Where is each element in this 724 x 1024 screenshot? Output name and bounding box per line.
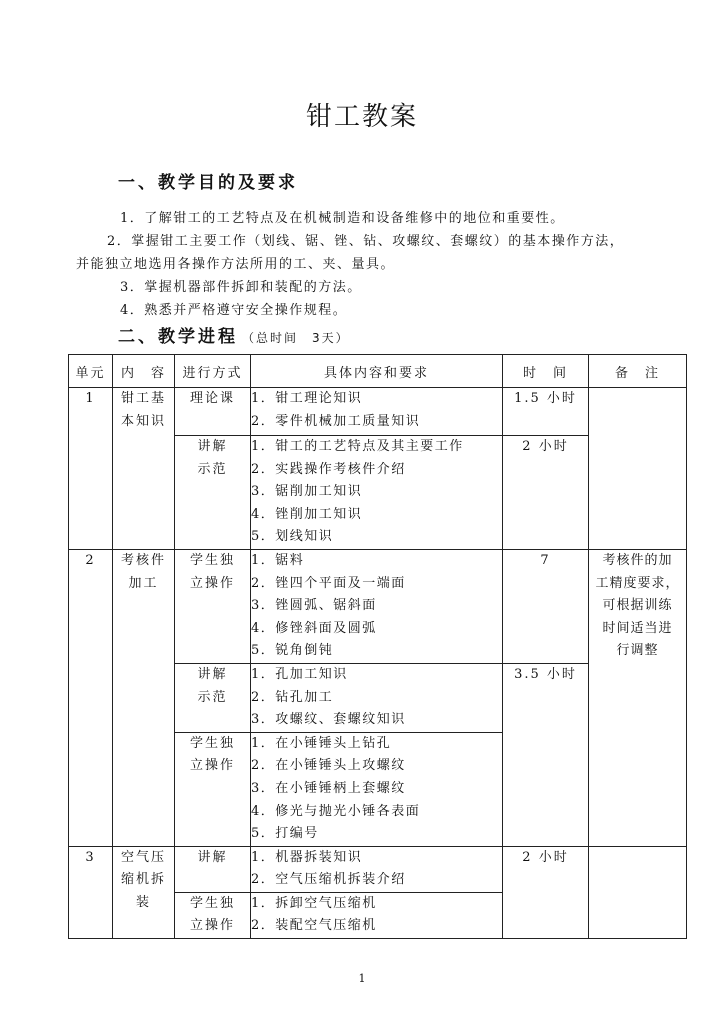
remark-line: 可根据训练 (602, 598, 673, 614)
method-cell (175, 549, 251, 663)
time-cell: 2 小时 (503, 846, 589, 938)
method-line: 示范 (197, 461, 228, 477)
header-remarks: 备 注 (589, 355, 687, 388)
unit-number: 1 (69, 388, 113, 550)
total-time-note: （总时间 3天） (242, 331, 350, 345)
time-cell: 7 (503, 549, 589, 663)
method-cell (175, 892, 251, 938)
unit-content-line: 缩机拆 (120, 872, 166, 888)
detail-item: 1．拆卸空气压缩机 (251, 895, 377, 911)
detail-item: 2．实践操作考核件介绍 (251, 461, 406, 477)
header-details: 具体内容和要求 (251, 355, 503, 388)
unit-number: 2 (69, 549, 113, 846)
detail-item: 1．孔加工知识 (251, 666, 348, 682)
method-line: 学生独 (189, 552, 235, 568)
details-cell (251, 846, 503, 892)
method-cell (175, 846, 251, 892)
section-heading-objectives: 一、教学目的及要求 (118, 173, 298, 193)
unit-content (113, 388, 175, 550)
header-time: 时 间 (503, 355, 589, 388)
remark-line: 行调整 (616, 643, 659, 659)
objective-item-4: 4．熟悉并严格遵守安全操作规程。 (120, 303, 348, 318)
method-cell (175, 732, 251, 846)
detail-item: 2．在小锤锤头上攻螺纹 (251, 758, 406, 774)
header-method: 进行方式 (175, 355, 251, 388)
detail-item: 2．装配空气压缩机 (251, 918, 377, 934)
detail-item: 3．在小锤锤柄上套螺纹 (251, 780, 406, 796)
detail-item: 2．零件机械加工质量知识 (251, 413, 421, 429)
details-cell (251, 549, 503, 663)
method-line: 示范 (197, 689, 228, 705)
section-heading-process-text: 二、教学进程 (118, 327, 238, 347)
unit-content (113, 846, 175, 938)
method-line: 学生独 (189, 735, 235, 751)
remarks-cell (589, 549, 687, 846)
unit-content-line: 空气压 (120, 849, 166, 865)
table-header-row (69, 355, 687, 388)
table-row (69, 549, 687, 663)
remark-line: 工精度要求， (595, 575, 680, 591)
method-line: 立操作 (189, 575, 235, 591)
time-cell: 1.5 小时 (503, 388, 589, 436)
method-line: 学生独 (189, 895, 235, 911)
details-cell (251, 436, 503, 550)
remark-line: 时间适当进 (602, 620, 673, 636)
details-cell (251, 663, 503, 732)
method-line: 立操作 (189, 758, 235, 774)
detail-item: 1．锯料 (251, 552, 305, 568)
header-unit: 单元 (69, 355, 113, 388)
detail-item: 3．锉圆弧、锯斜面 (251, 598, 377, 614)
unit-content-line: 考核件 (120, 552, 166, 568)
page-number: 1 (358, 972, 366, 985)
details-cell (251, 732, 503, 846)
remarks-cell (589, 846, 687, 938)
detail-item: 4．修锉斜面及圆弧 (251, 620, 377, 636)
details-cell (251, 388, 503, 436)
method-cell (175, 388, 251, 436)
detail-item: 2．钻孔加工 (251, 689, 334, 705)
detail-item: 1．钳工的工艺特点及其主要工作 (251, 439, 464, 454)
detail-item: 5．打编号 (251, 826, 319, 842)
remarks-cell (589, 388, 687, 550)
unit-content-line: 本知识 (120, 413, 166, 429)
detail-item: 1．钳工理论知识 (251, 391, 363, 406)
unit-content-line: 装 (135, 894, 151, 910)
unit-content (113, 549, 175, 846)
method-cell (175, 663, 251, 732)
detail-item: 2．锉四个平面及一端面 (251, 575, 406, 591)
method-cell (175, 436, 251, 550)
detail-item: 4．修光与抛光小锤各表面 (251, 803, 421, 819)
objective-item-3: 3．掌握机器部件拆卸和装配的方法。 (120, 280, 362, 295)
page-title: 钳工教案 (305, 102, 418, 132)
detail-item: 3．锯削加工知识 (251, 484, 363, 500)
detail-item: 5．划线知识 (251, 529, 334, 545)
objective-item-1: 1．了解钳工的工艺特点及在机械制造和设备维修中的地位和重要性。 (120, 211, 565, 226)
remark-line: 考核件的加 (602, 552, 673, 568)
section-heading-process (118, 322, 350, 347)
unit-number: 3 (69, 846, 113, 938)
detail-item: 1．在小锤锤头上钻孔 (251, 735, 392, 751)
unit-content-line: 钳工基 (120, 391, 166, 406)
detail-item: 4．锉削加工知识 (251, 506, 363, 522)
table-row (69, 388, 687, 436)
detail-item: 1．机器拆装知识 (251, 849, 363, 865)
objective-item-2: 2．掌握钳工主要工作（划线、锯、锉、钻、攻螺纹、套螺纹）的基本操作方法， (107, 234, 625, 249)
detail-item: 5．锐角倒钝 (251, 643, 334, 659)
detail-item: 2．空气压缩机拆装介绍 (251, 872, 406, 888)
teaching-plan-table (68, 354, 687, 939)
header-content: 内 容 (113, 355, 175, 388)
time-cell: 3.5 小时 (503, 663, 589, 846)
method-line: 讲解 (197, 849, 228, 865)
method-line: 讲解 (197, 666, 228, 682)
unit-content-line: 加工 (128, 575, 159, 591)
method-line: 立操作 (189, 918, 235, 934)
method-line: 讲解 (197, 439, 228, 454)
details-cell (251, 892, 503, 938)
method-line: 理论课 (189, 391, 235, 406)
objective-item-2-cont: 并能独立地选用各操作方法所用的工、夹、量具。 (76, 257, 396, 272)
table-row (69, 846, 687, 892)
detail-item: 3．攻螺纹、套螺纹知识 (251, 712, 406, 728)
time-cell: 2 小时 (503, 436, 589, 550)
